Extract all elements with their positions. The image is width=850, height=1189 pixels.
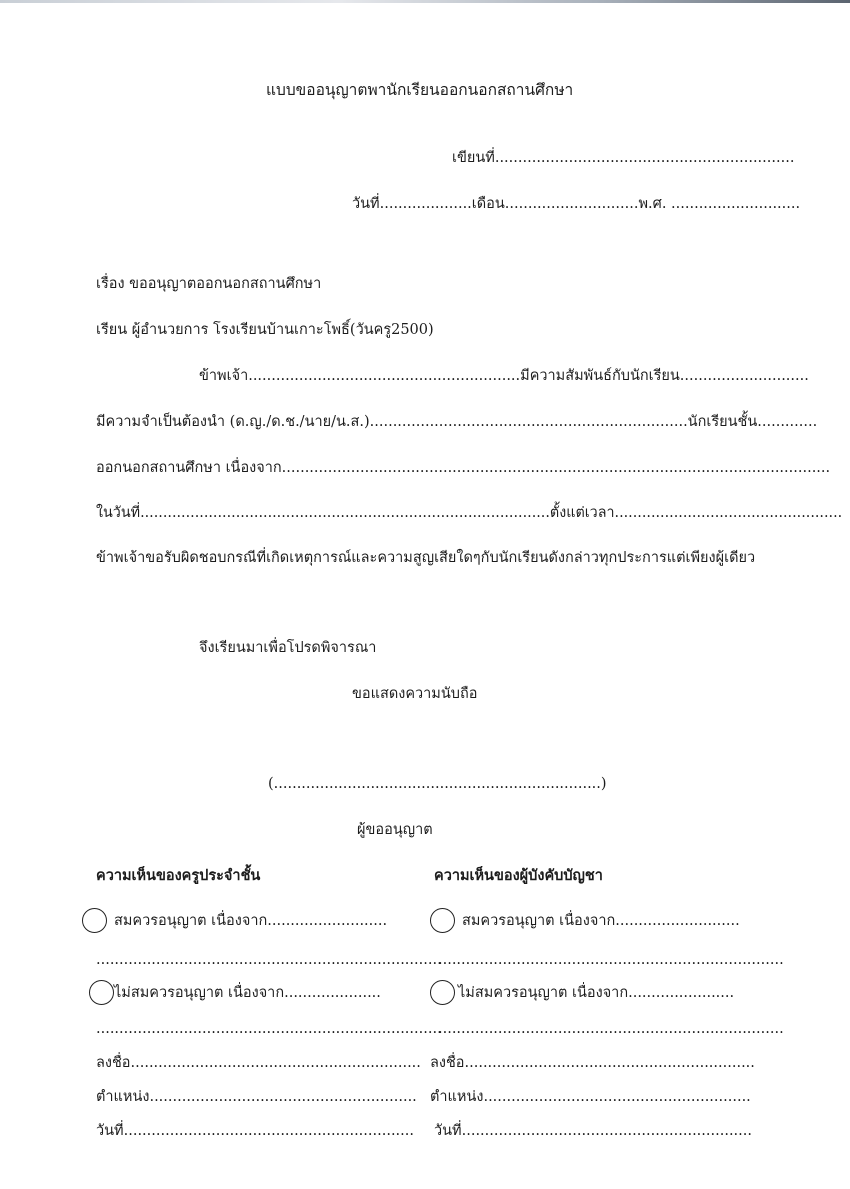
teacher-date-field[interactable]: วันที่............................................................... xyxy=(96,1123,414,1139)
subject-line: เรื่อง ขออนุญาตออกนอกสถานศึกษา xyxy=(96,276,322,292)
requester-label: ผู้ขออนุญาต xyxy=(357,822,433,838)
reason-field[interactable]: ออกนอกสถานศึกษา เนื่องจาก....................................................................................................................... xyxy=(96,460,831,476)
commander-deny-radio[interactable] xyxy=(430,980,455,1005)
teacher-deny-radio[interactable] xyxy=(89,980,114,1005)
teacher-position-field[interactable]: ตำแหน่ง.......................................................... xyxy=(96,1089,417,1105)
date-time-field[interactable]: ในวันที่..........................................................................................ตั้งแต่เวลา.................................................. xyxy=(96,505,843,521)
teacher-opinion-heading: ความเห็นของครูประจำชั้น xyxy=(96,867,261,884)
commander-date-field[interactable]: วันที่............................................................... xyxy=(434,1123,752,1139)
teacher-sign-field[interactable]: ลงชื่อ............................................................... xyxy=(96,1055,421,1071)
responsibility-statement: ข้าพเจ้าขอรับผิดชอบกรณีที่เกิดเหตุการณ์และความสูญเสียใดๆกับนักเรียนดังกล่าวทุกประการแต่เพียงผู้เดียว xyxy=(96,550,756,566)
recipient-line: เรียน ผู้อำนวยการ โรงเรียนบ้านเกาะโพธิ์(วันครู2500) xyxy=(96,322,434,338)
date-field[interactable]: วันที่....................เดือน.............................พ.ศ. ............................ xyxy=(352,196,801,212)
commander-deny-reason-cont[interactable]: ........................................................................... xyxy=(438,1021,784,1037)
commander-deny-field[interactable]: ไม่สมควรอนุญาต เนื่องจาก....................... xyxy=(458,985,735,1001)
applicant-field[interactable]: ข้าพเจ้า...........................................................มีความสัมพันธ์กับนักเรียน............................ xyxy=(199,368,809,384)
teacher-approve-field[interactable]: สมควรอนุญาต เนื่องจาก.......................... xyxy=(114,913,388,929)
teacher-deny-field[interactable]: ไม่สมควรอนุญาต เนื่องจาก..................... xyxy=(114,985,381,1001)
written-at-field[interactable]: เขียนที่................................................................. xyxy=(452,150,795,166)
commander-approve-reason-cont[interactable]: ........................................................................... xyxy=(438,952,784,968)
commander-position-field[interactable]: ตำแหน่ง.......................................................... xyxy=(430,1089,751,1105)
teacher-deny-reason-cont[interactable]: ........................................................................... xyxy=(96,1021,442,1037)
commander-approve-field[interactable]: สมควรอนุญาต เนื่องจาก........................... xyxy=(462,913,740,929)
teacher-approve-radio[interactable] xyxy=(82,908,107,933)
regards-line: ขอแสดงความนับถือ xyxy=(352,686,478,702)
form-title: แบบขออนุญาตพานักเรียนออกนอกสถานศึกษา xyxy=(266,81,574,99)
closing-line: จึงเรียนมาเพื่อโปรดพิจารณา xyxy=(199,640,377,656)
student-field[interactable]: มีความจำเป็นต้องนำ (ด.ญ./ด.ช./นาย/น.ส.).....................................................................นักเรียนชั้น............. xyxy=(96,414,818,430)
commander-approve-radio[interactable] xyxy=(430,908,455,933)
teacher-approve-reason-cont[interactable]: ........................................................................... xyxy=(96,952,442,968)
scan-top-edge xyxy=(0,0,850,3)
commander-sign-field[interactable]: ลงชื่อ............................................................... xyxy=(430,1055,755,1071)
requester-signature-field[interactable]: (.......................................................................) xyxy=(268,776,607,792)
commander-opinion-heading: ความเห็นของผู้บังคับบัญชา xyxy=(434,867,603,884)
